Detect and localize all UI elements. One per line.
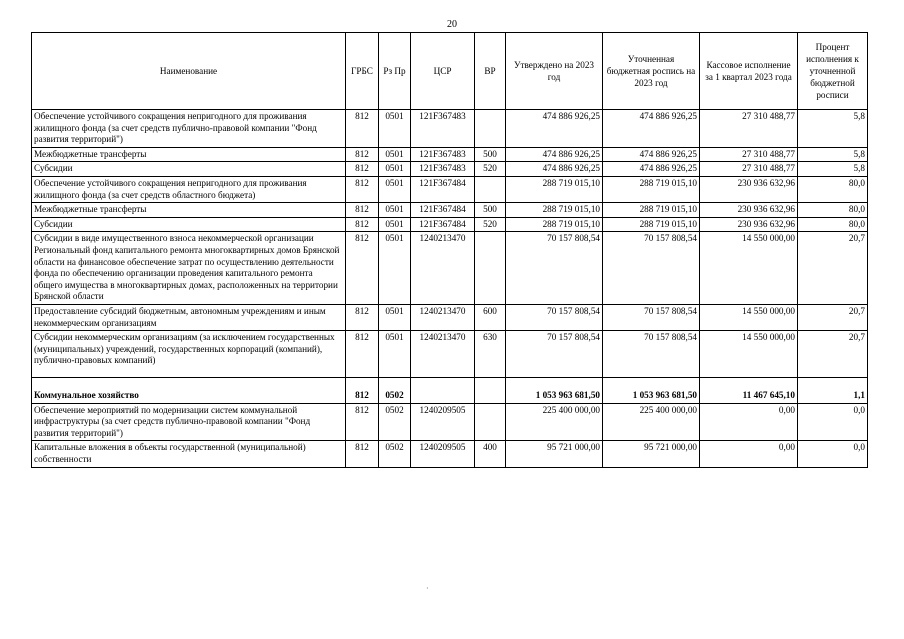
header-percent: Процент исполнения к уточненной бюджетной росписи — [798, 33, 868, 110]
cell-pct: 80,0 — [798, 176, 868, 202]
cell-approved: 474 886 926,25 — [506, 162, 603, 177]
table-row — [32, 217, 868, 232]
cell-name: Капитальные вложения в объекты государственной (муниципальной) собственности — [32, 441, 346, 467]
table-row — [32, 304, 868, 330]
cell-rzpr: 0501 — [379, 176, 411, 202]
cell-rzpr: 0502 — [379, 378, 411, 404]
cell-refined: 288 719 015,10 — [603, 176, 700, 202]
header-grbs: ГРБС — [346, 33, 379, 110]
cell-rzpr: 0501 — [379, 304, 411, 330]
cell-approved: 288 719 015,10 — [506, 217, 603, 232]
cell-name: Межбюджетные трансферты — [32, 147, 346, 162]
scan-mark: · — [426, 584, 429, 593]
cell-name: Обеспечение мероприятий по модернизации систем коммунальной инфраструктуры (за счет средств публично-правовой компании "Фонд развития территорий") — [32, 403, 346, 441]
cell-refined: 70 157 808,54 — [603, 304, 700, 330]
cell-rzpr: 0501 — [379, 232, 411, 305]
cell-pct: 5,8 — [798, 162, 868, 177]
table-row — [32, 403, 868, 441]
cell-csr: 1240213470 — [411, 232, 475, 305]
cell-grbs: 812 — [346, 147, 379, 162]
cell-grbs: 812 — [346, 378, 379, 404]
cell-csr: 121F367484 — [411, 217, 475, 232]
cell-cash: 0,00 — [700, 403, 798, 441]
cell-name: Субсидии некоммерческим организациям (за исключением государственных (муниципальных) учреждений, государственных корпораций (компаний), публично-правовых компаний) — [32, 331, 346, 378]
cell-csr — [411, 378, 475, 404]
cell-grbs: 812 — [346, 232, 379, 305]
cell-rzpr: 0501 — [379, 203, 411, 218]
cell-pct: 20,7 — [798, 331, 868, 378]
cell-grbs: 812 — [346, 441, 379, 467]
cell-rzpr: 0501 — [379, 217, 411, 232]
cell-approved: 1 053 963 681,50 — [506, 378, 603, 404]
cell-cash: 27 310 488,77 — [700, 110, 798, 148]
table-row — [32, 331, 868, 378]
header-csr: ЦСР — [411, 33, 475, 110]
cell-cash: 230 936 632,96 — [700, 217, 798, 232]
cell-grbs: 812 — [346, 217, 379, 232]
cell-refined: 474 886 926,25 — [603, 110, 700, 148]
cell-pct: 5,8 — [798, 110, 868, 148]
cell-refined: 288 719 015,10 — [603, 217, 700, 232]
table-row — [32, 110, 868, 148]
cell-refined: 225 400 000,00 — [603, 403, 700, 441]
cell-vr — [475, 403, 506, 441]
cell-pct: 5,8 — [798, 147, 868, 162]
table-row — [32, 203, 868, 218]
cell-refined: 474 886 926,25 — [603, 162, 700, 177]
header-rzpr: Рз Пр — [379, 33, 411, 110]
cell-csr: 121F367483 — [411, 147, 475, 162]
header-approved: Утверждено на 2023 год — [506, 33, 603, 110]
cell-rzpr: 0501 — [379, 331, 411, 378]
cell-vr — [475, 378, 506, 404]
cell-pct: 80,0 — [798, 203, 868, 218]
cell-approved: 288 719 015,10 — [506, 203, 603, 218]
cell-grbs: 812 — [346, 403, 379, 441]
cell-refined: 70 157 808,54 — [603, 331, 700, 378]
cell-approved: 70 157 808,54 — [506, 331, 603, 378]
cell-cash: 230 936 632,96 — [700, 203, 798, 218]
table-row — [32, 232, 868, 305]
cell-pct: 0,0 — [798, 441, 868, 467]
cell-approved: 288 719 015,10 — [506, 176, 603, 202]
budget-table — [31, 32, 868, 468]
cell-vr — [475, 110, 506, 148]
cell-pct: 20,7 — [798, 304, 868, 330]
cell-vr: 500 — [475, 203, 506, 218]
table-row — [32, 378, 868, 404]
cell-vr: 630 — [475, 331, 506, 378]
cell-vr — [475, 176, 506, 202]
table-row — [32, 147, 868, 162]
cell-pct: 1,1 — [798, 378, 868, 404]
cell-cash: 14 550 000,00 — [700, 331, 798, 378]
cell-vr: 520 — [475, 217, 506, 232]
cell-pct: 80,0 — [798, 217, 868, 232]
cell-rzpr: 0501 — [379, 147, 411, 162]
cell-grbs: 812 — [346, 110, 379, 148]
table-row — [32, 441, 868, 467]
page-number: 20 — [447, 19, 457, 30]
cell-vr — [475, 232, 506, 305]
cell-refined: 474 886 926,25 — [603, 147, 700, 162]
header-name: Наименование — [32, 33, 346, 110]
cell-vr: 500 — [475, 147, 506, 162]
cell-name: Обеспечение устойчивого сокращения непригодного для проживания жилищного фонда (за счет средств публично-правовой компании "Фонд развития территорий") — [32, 110, 346, 148]
cell-rzpr: 0501 — [379, 162, 411, 177]
cell-approved: 70 157 808,54 — [506, 232, 603, 305]
cell-name: Коммунальное хозяйство — [32, 378, 346, 404]
cell-csr: 121F367483 — [411, 110, 475, 148]
cell-name: Субсидии — [32, 217, 346, 232]
cell-cash: 0,00 — [700, 441, 798, 467]
cell-name: Обеспечение устойчивого сокращения непригодного для проживания жилищного фонда (за счет средств областного бюджета) — [32, 176, 346, 202]
cell-rzpr: 0502 — [379, 403, 411, 441]
cell-refined: 70 157 808,54 — [603, 232, 700, 305]
table-row — [32, 162, 868, 177]
cell-pct: 20,7 — [798, 232, 868, 305]
cell-grbs: 812 — [346, 162, 379, 177]
cell-vr: 520 — [475, 162, 506, 177]
cell-csr: 121F367483 — [411, 162, 475, 177]
cell-csr: 1240213470 — [411, 331, 475, 378]
header-row — [32, 33, 868, 110]
cell-approved: 70 157 808,54 — [506, 304, 603, 330]
header-vr: ВР — [475, 33, 506, 110]
cell-name: Межбюджетные трансферты — [32, 203, 346, 218]
cell-cash: 11 467 645,10 — [700, 378, 798, 404]
cell-pct: 0,0 — [798, 403, 868, 441]
cell-grbs: 812 — [346, 176, 379, 202]
cell-cash: 230 936 632,96 — [700, 176, 798, 202]
cell-csr: 1240209505 — [411, 441, 475, 467]
cell-refined: 1 053 963 681,50 — [603, 378, 700, 404]
cell-approved: 474 886 926,25 — [506, 110, 603, 148]
cell-vr: 400 — [475, 441, 506, 467]
cell-cash: 14 550 000,00 — [700, 304, 798, 330]
cell-refined: 288 719 015,10 — [603, 203, 700, 218]
cell-grbs: 812 — [346, 331, 379, 378]
cell-csr: 1240213470 — [411, 304, 475, 330]
cell-refined: 95 721 000,00 — [603, 441, 700, 467]
cell-approved: 474 886 926,25 — [506, 147, 603, 162]
cell-csr: 121F367484 — [411, 203, 475, 218]
cell-name: Предоставление субсидий бюджетным, автономным учреждениям и иным некоммерческим организациям — [32, 304, 346, 330]
cell-csr: 1240209505 — [411, 403, 475, 441]
cell-rzpr: 0502 — [379, 441, 411, 467]
cell-vr: 600 — [475, 304, 506, 330]
cell-rzpr: 0501 — [379, 110, 411, 148]
cell-approved: 95 721 000,00 — [506, 441, 603, 467]
cell-grbs: 812 — [346, 304, 379, 330]
cell-cash: 27 310 488,77 — [700, 162, 798, 177]
header-refined: Уточненная бюджетная роспись на 2023 год — [603, 33, 700, 110]
cell-csr: 121F367484 — [411, 176, 475, 202]
cell-cash: 27 310 488,77 — [700, 147, 798, 162]
table-row — [32, 176, 868, 202]
cell-grbs: 812 — [346, 203, 379, 218]
cell-name: Субсидии — [32, 162, 346, 177]
cell-approved: 225 400 000,00 — [506, 403, 603, 441]
cell-cash: 14 550 000,00 — [700, 232, 798, 305]
header-cash: Кассовое исполнение за 1 квартал 2023 года — [700, 33, 798, 110]
cell-name: Субсидии в виде имущественного взноса некоммерческой организации Региональный фонд капитального ремонта многоквартирных домов Брянской области на финансовое обеспечение затрат по осуществлению деятельности фонда по обеспечению организации проведения капитального ремонта общего имущества в многоквартирных домах, расположенных на территории Брянской области — [32, 232, 346, 305]
